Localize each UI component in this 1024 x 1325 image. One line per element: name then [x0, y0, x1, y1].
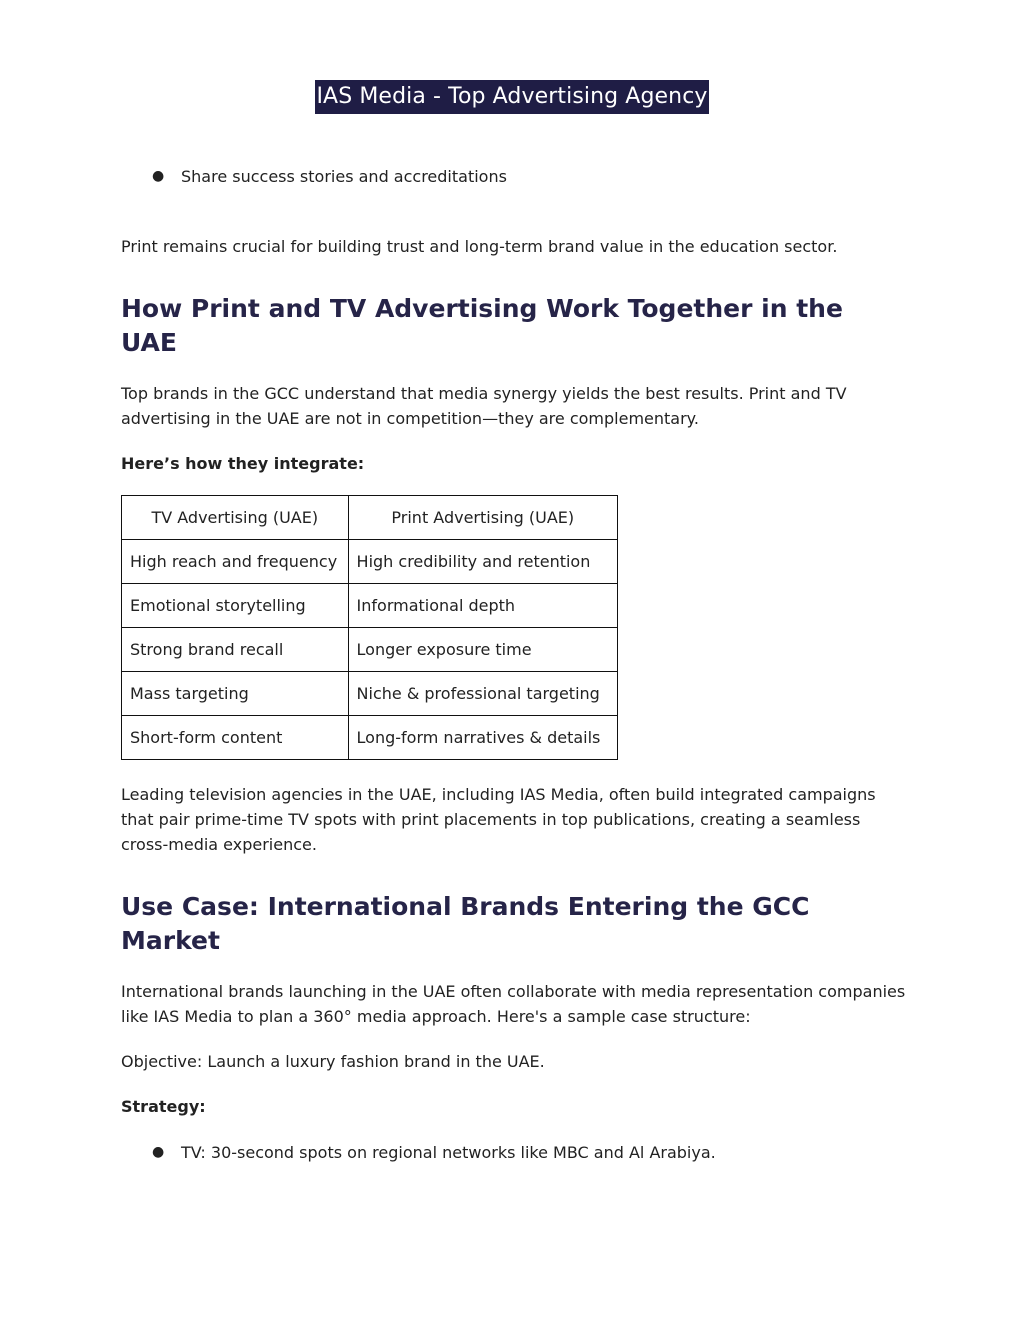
bullet-icon: ● — [152, 168, 165, 184]
section-paragraph: Top brands in the GCC understand that media synergy yields the best results. Print and TV advertising in the UAE are not in competition—they are complementary. — [121, 384, 847, 428]
column-header-print: Print Advertising (UAE) — [348, 496, 617, 540]
table-cell: High reach and frequency — [122, 540, 349, 584]
intro-bullet-list — [121, 164, 906, 189]
list-item — [121, 164, 906, 189]
list-item — [121, 1140, 906, 1165]
table-cell: Emotional storytelling — [122, 584, 349, 628]
document-title: IAS Media - Top Advertising Agency — [315, 80, 708, 114]
objective-text: Objective: Launch a luxury fashion brand in the UAE. — [121, 1052, 545, 1071]
table-cell: Niche & professional targeting — [348, 672, 617, 716]
print-note: Print remains crucial for building trust and long-term brand value in the education sector. — [121, 237, 838, 256]
table-row — [122, 672, 618, 716]
table-cell: Mass targeting — [122, 672, 349, 716]
table-cell: High credibility and retention — [348, 540, 617, 584]
table-cell: Longer exposure time — [348, 628, 617, 672]
comparison-table — [121, 495, 618, 760]
section-heading-print-tv: How Print and TV Advertising Work Together in the UAE — [121, 294, 843, 357]
table-row — [122, 716, 618, 760]
table-row — [122, 540, 618, 584]
integration-label: Here’s how they integrate: — [121, 454, 365, 473]
bullet-icon: ● — [152, 1144, 165, 1160]
table-cell: Short-form content — [122, 716, 349, 760]
table-header-row — [122, 496, 618, 540]
table-row — [122, 628, 618, 672]
list-item-text: Share success stories and accreditations — [181, 167, 507, 186]
list-item-text: TV: 30-second spots on regional networks like MBC and Al Arabiya. — [181, 1143, 716, 1162]
use-case-paragraph: International brands launching in the UAE often collaborate with media representation companies like IAS Media to plan a 360° media approach. Here's a sample case structure: — [121, 982, 906, 1026]
table-row — [122, 584, 618, 628]
column-header-tv: TV Advertising (UAE) — [122, 496, 349, 540]
table-cell: Long-form narratives & details — [348, 716, 617, 760]
header — [0, 80, 1024, 114]
strategy-label: Strategy: — [121, 1097, 206, 1116]
table-cell: Informational depth — [348, 584, 617, 628]
strategy-bullet-list — [121, 1140, 906, 1165]
document-body — [121, 160, 906, 1165]
section-heading-use-case: Use Case: International Brands Entering the GCC Market — [121, 892, 810, 955]
section-closing-paragraph: Leading television agencies in the UAE, including IAS Media, often build integrated campaigns that pair prime-time TV spots with print placements in top publications, creating a seamless cross-media experience. — [121, 785, 876, 854]
table-cell: Strong brand recall — [122, 628, 349, 672]
